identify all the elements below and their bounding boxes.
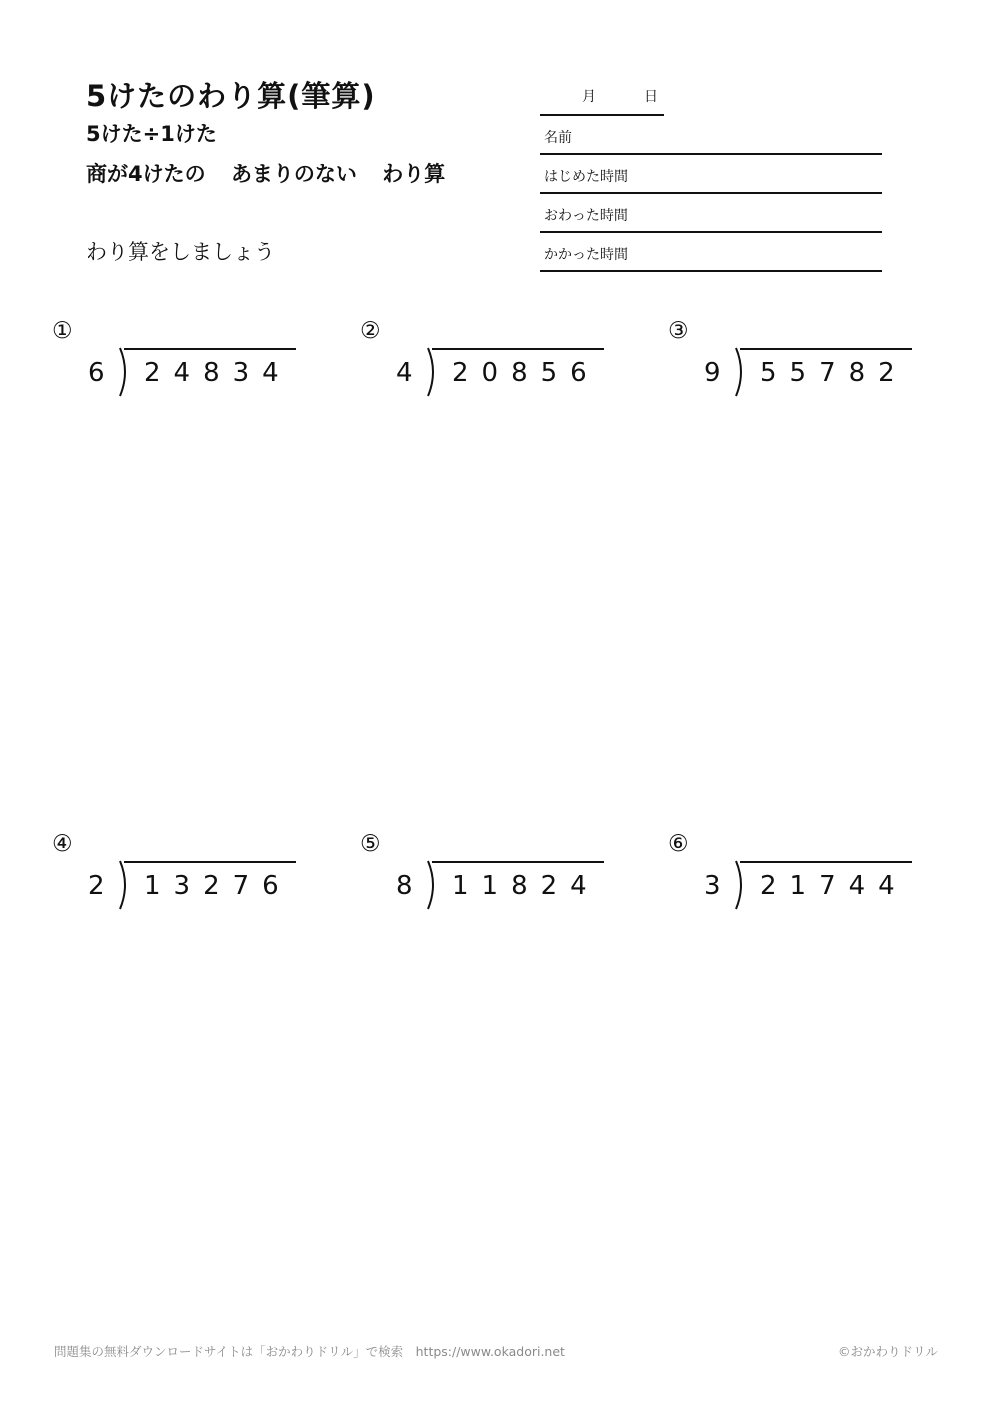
problem-1 — [52, 318, 312, 398]
description-part: あまりのない — [230, 162, 357, 186]
problem-2 — [360, 318, 620, 398]
divisor: 6 — [88, 358, 105, 388]
division-bar — [740, 348, 912, 350]
problem-number: ④ — [52, 831, 73, 857]
footer-copyright: ©おかわりドリル — [837, 1344, 938, 1359]
dividend: 24834 — [144, 358, 292, 388]
name-field[interactable] — [540, 116, 882, 155]
description-part: わり算 — [382, 162, 446, 186]
elapsed-time-field[interactable] — [540, 233, 882, 272]
name-label: 名前 — [544, 130, 572, 146]
worksheet-subtitle: 5けた÷1けた — [86, 122, 217, 146]
end-time-label: おわった時間 — [544, 208, 628, 224]
problem-5 — [360, 831, 620, 911]
start-time-label: はじめた時間 — [544, 169, 628, 185]
problem-number: ⑤ — [360, 831, 381, 857]
worksheet-title: 5けたのわり算(筆算) — [86, 79, 376, 113]
divisor: 2 — [88, 871, 105, 901]
division-bracket-icon — [422, 859, 442, 911]
description-part: 商が4けたの — [86, 162, 206, 186]
dividend: 11824 — [452, 871, 600, 901]
problem-6 — [668, 831, 928, 911]
month-label: 月 — [582, 89, 596, 105]
dividend: 55782 — [760, 358, 908, 388]
problem-number: ③ — [668, 318, 689, 344]
division-bar — [740, 861, 912, 863]
division-bar — [432, 348, 604, 350]
info-box — [540, 80, 882, 272]
elapsed-time-label: かかった時間 — [544, 247, 628, 263]
dividend: 21744 — [760, 871, 908, 901]
problem-number: ⑥ — [668, 831, 689, 857]
division-bracket-icon — [730, 346, 750, 398]
division-bar — [432, 861, 604, 863]
divisor: 9 — [704, 358, 721, 388]
division-bar — [124, 348, 296, 350]
dividend: 13276 — [144, 871, 292, 901]
end-time-field[interactable] — [540, 194, 882, 233]
division-bracket-icon — [114, 859, 134, 911]
divisor: 4 — [396, 358, 413, 388]
division-bracket-icon — [730, 859, 750, 911]
division-bracket-icon — [422, 346, 442, 398]
problem-number: ① — [52, 318, 73, 344]
dividend: 20856 — [452, 358, 600, 388]
date-field[interactable] — [540, 80, 664, 116]
division-bar — [124, 861, 296, 863]
divisor: 8 — [396, 871, 413, 901]
division-bracket-icon — [114, 346, 134, 398]
problem-4 — [52, 831, 312, 911]
instruction-text: わり算をしましょう — [86, 240, 275, 264]
problem-number: ② — [360, 318, 381, 344]
worksheet-description — [86, 158, 463, 188]
footer-site-link[interactable]: 問題集の無料ダウンロードサイトは「おかわりドリル」で検索 https://www.okadori.net — [54, 1344, 565, 1359]
start-time-field[interactable] — [540, 155, 882, 194]
day-label: 日 — [644, 89, 658, 105]
divisor: 3 — [704, 871, 721, 901]
problem-3 — [668, 318, 928, 398]
